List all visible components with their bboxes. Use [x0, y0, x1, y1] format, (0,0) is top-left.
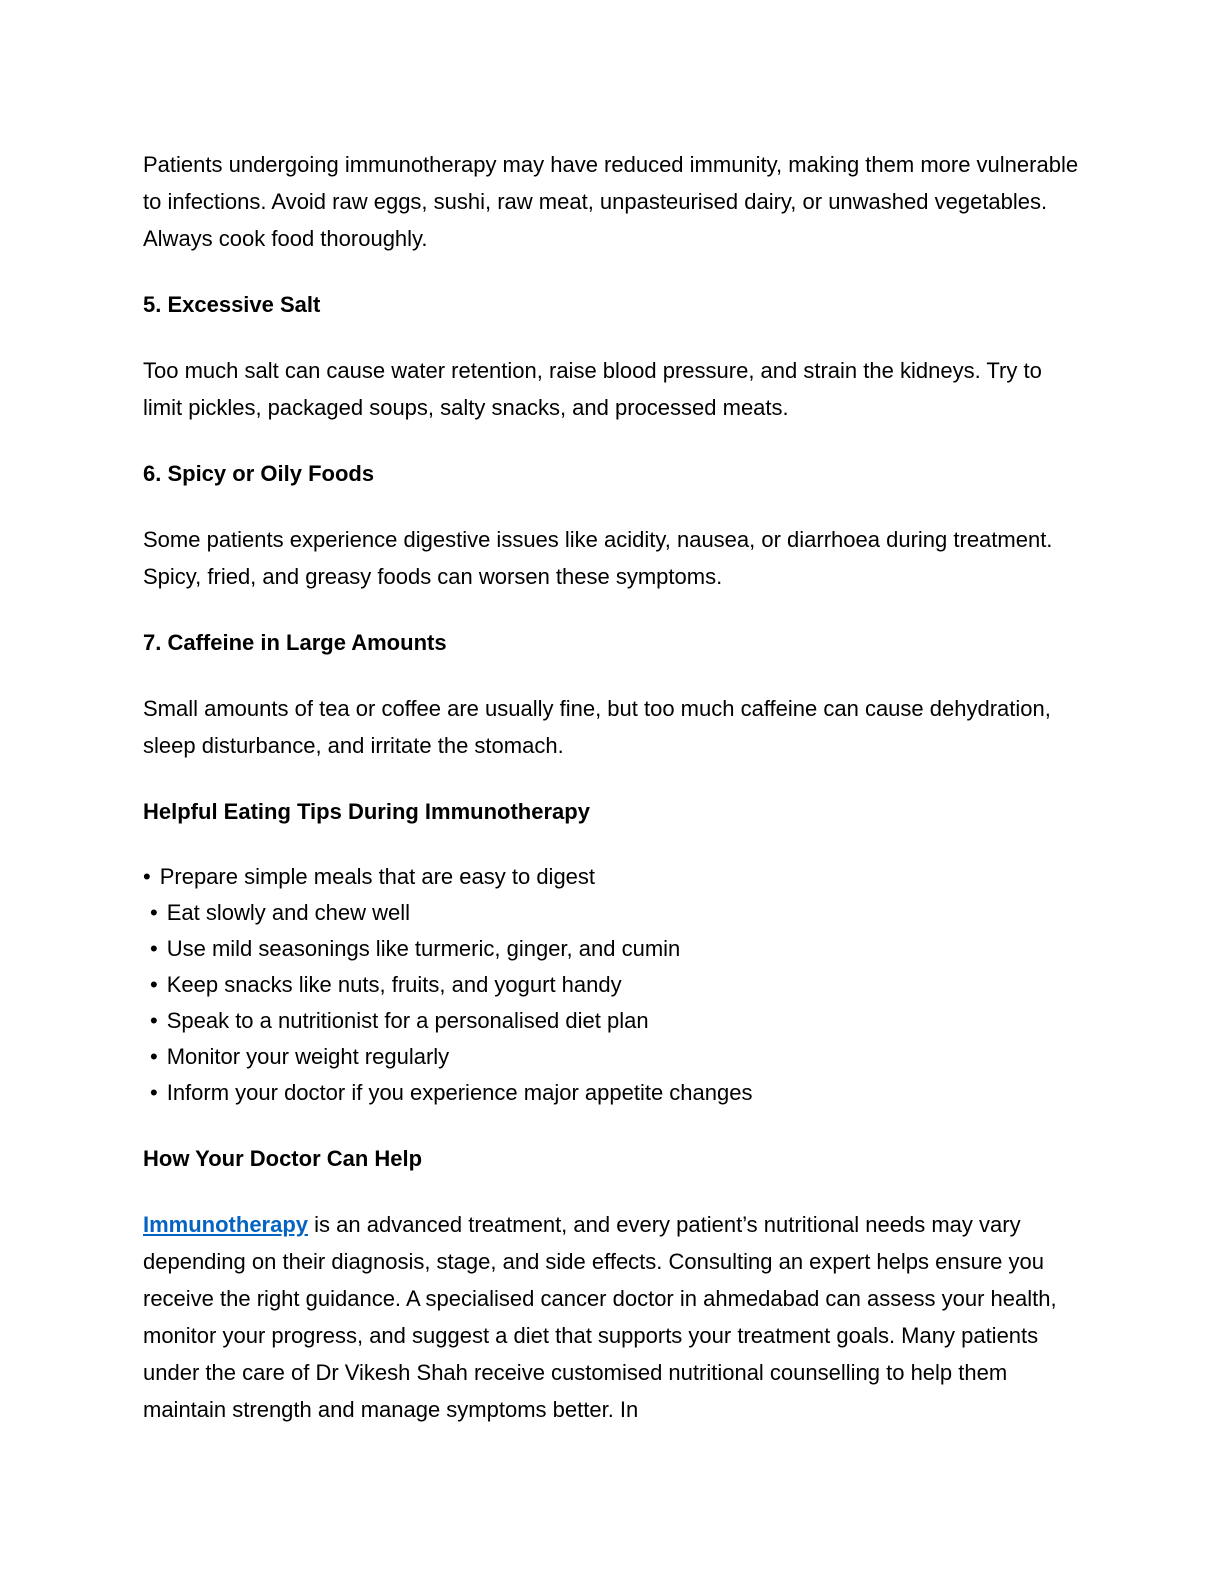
eating-tips-list	[143, 859, 1080, 1111]
bullet-glyph: •	[150, 900, 158, 925]
paragraph-doctor-help	[143, 1206, 1080, 1428]
list-item	[143, 967, 1080, 1003]
list-item	[143, 1039, 1080, 1075]
immunotherapy-link[interactable]: Immunotherapy	[143, 1212, 309, 1237]
list-item	[143, 931, 1080, 967]
heading-excessive-salt: 5. Excessive Salt	[143, 292, 321, 317]
list-item	[143, 1003, 1080, 1039]
list-item-text: Inform your doctor if you experience major appetite changes	[166, 1080, 753, 1105]
list-item-text: Monitor your weight regularly	[166, 1044, 450, 1069]
bullet-glyph: •	[150, 972, 158, 997]
list-item-text: Use mild seasonings like turmeric, ginger, and cumin	[166, 936, 681, 961]
list-item-text: Speak to a nutritionist for a personalised diet plan	[166, 1008, 649, 1033]
bullet-glyph: •	[150, 1044, 158, 1069]
heading-doctor-help: How Your Doctor Can Help	[143, 1146, 423, 1171]
heading-caffeine: 7. Caffeine in Large Amounts	[143, 630, 447, 655]
list-item-text: Keep snacks like nuts, fruits, and yogurt handy	[166, 972, 622, 997]
paragraph-spicy-oily-foods: Some patients experience digestive issues like acidity, nausea, or diarrhoea during treatment. Spicy, fried, and greasy foods can worsen these symptoms.	[143, 527, 1053, 589]
list-item	[143, 895, 1080, 931]
list-item-text: Prepare simple meals that are easy to digest	[159, 864, 596, 889]
heading-spicy-oily-foods: 6. Spicy or Oily Foods	[143, 461, 375, 486]
paragraph-excessive-salt: Too much salt can cause water retention, raise blood pressure, and strain the kidneys. Try to limit pickles, packaged soups, salty snacks, and processed meats.	[143, 358, 1042, 420]
paragraph-caffeine: Small amounts of tea or coffee are usually fine, but too much caffeine can cause dehydration, sleep disturbance, and irritate the stomach.	[143, 696, 1051, 758]
list-item-text: Eat slowly and chew well	[166, 900, 411, 925]
paragraph-doctor-help-text: is an advanced treatment, and every patient’s nutritional needs may vary depending on their diagnosis, stage, and side effects. Consulting an expert helps ensure you receive the right guidance. A specialised cancer doctor in ahmedabad can assess your health, monitor your progress, and suggest a diet that supports your treatment goals. Many patients under the care of Dr Vikesh Shah receive customised nutritional counselling to help them maintain strength and manage symptoms better. In	[143, 1212, 1057, 1422]
list-item	[143, 859, 1080, 895]
bullet-glyph: •	[150, 936, 158, 961]
paragraph-food-safety: Patients undergoing immunotherapy may have reduced immunity, making them more vulnerable to infections. Avoid raw eggs, sushi, raw meat, unpasteurised dairy, or unwashed vegetables. Always cook food thoroughly.	[143, 152, 1079, 251]
bullet-glyph: •	[150, 1008, 158, 1033]
bullet-glyph: •	[143, 864, 151, 889]
list-item	[143, 1075, 1080, 1111]
bullet-glyph: •	[150, 1080, 158, 1105]
heading-eating-tips: Helpful Eating Tips During Immunotherapy	[143, 799, 590, 824]
